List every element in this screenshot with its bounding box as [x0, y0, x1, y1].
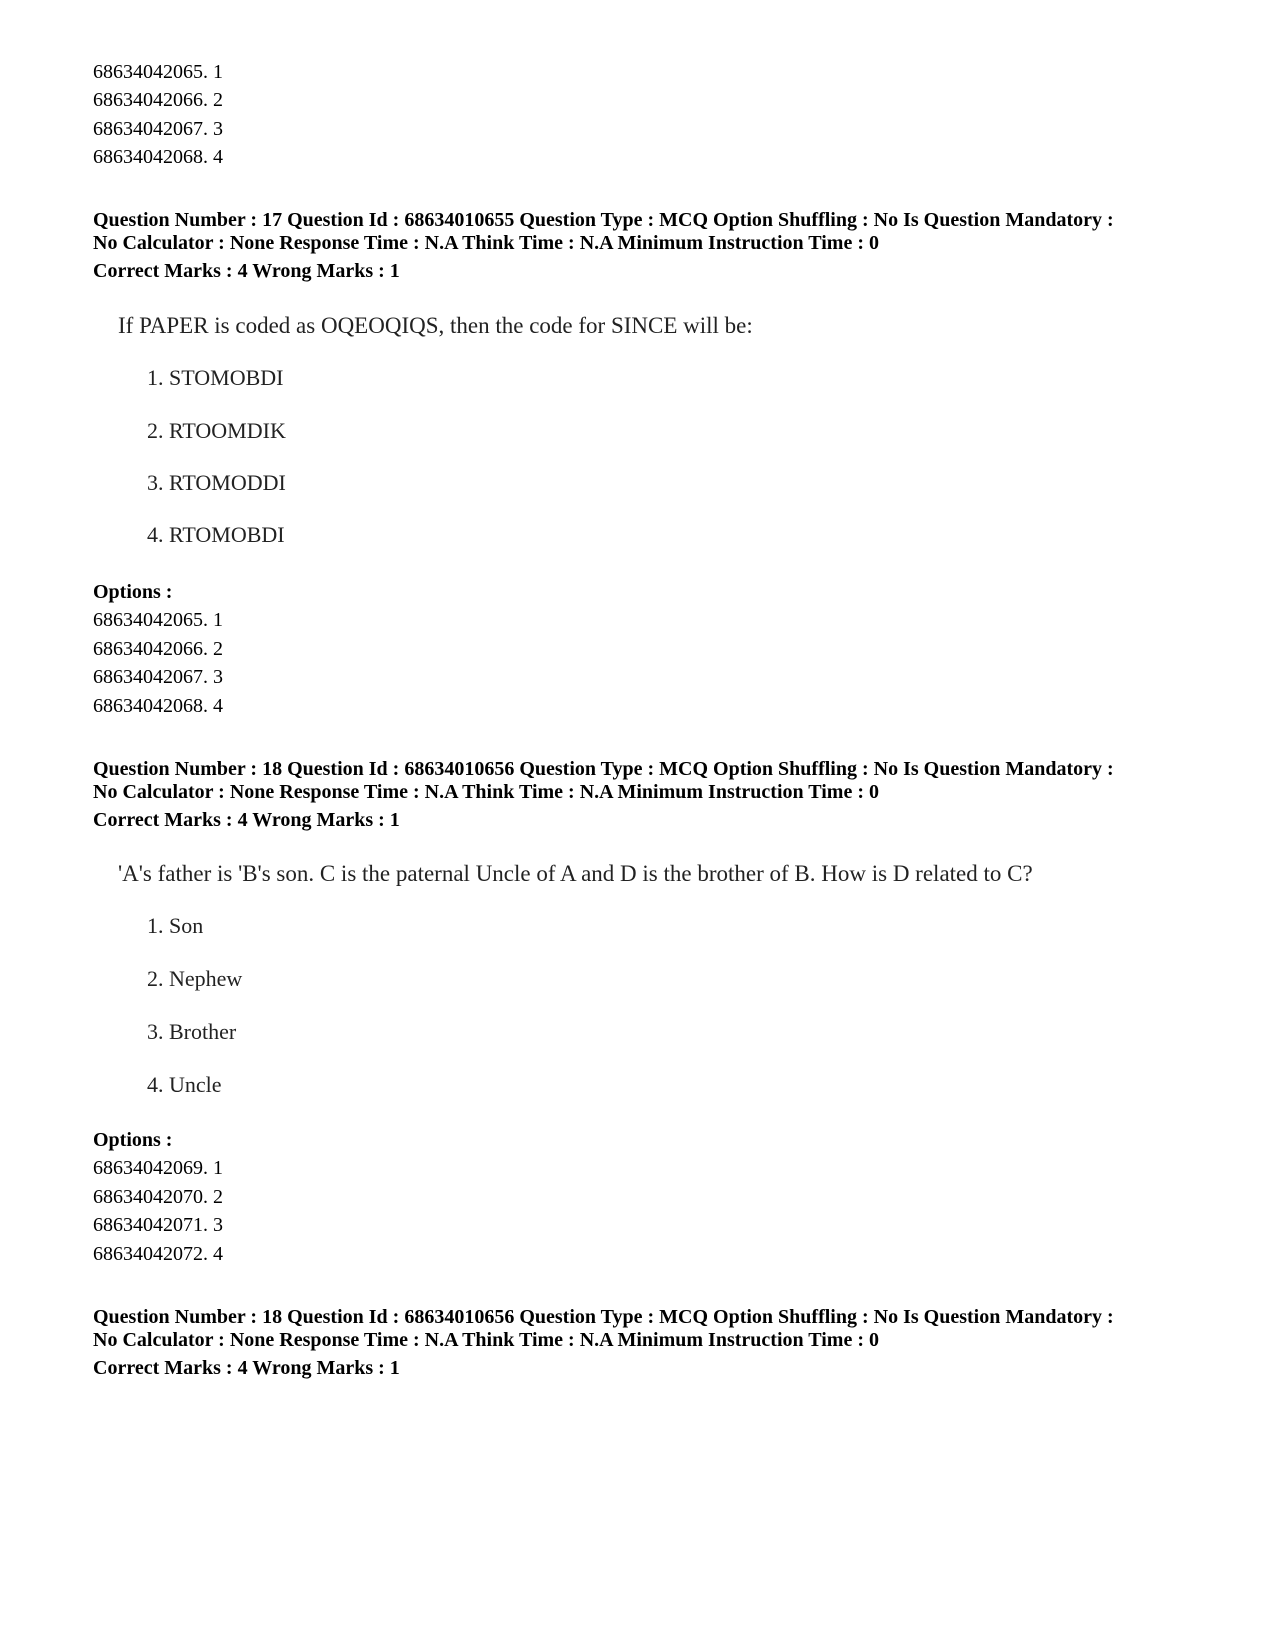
- question-header: No Calculator : None Response Time : N.A Think Time : N.A Minimum Instruction Time : 0: [93, 781, 879, 803]
- option-id-line: 68634042069. 1: [93, 1157, 223, 1179]
- option-id-line: 68634042071. 3: [93, 1214, 223, 1236]
- option-id-line: 68634042067. 3: [93, 666, 223, 688]
- option-id-line: 68634042068. 4: [93, 146, 223, 168]
- option-id-line: 68634042065. 1: [93, 609, 223, 631]
- answer-choice: 4. RTOMOBDI: [147, 522, 285, 547]
- option-id-line: 68634042065. 1: [93, 61, 223, 83]
- question-header: Question Number : 17 Question Id : 68634010655 Question Type : MCQ Option Shuffling : No Is Question Mandatory :: [93, 209, 1114, 231]
- question-marks: Correct Marks : 4 Wrong Marks : 1: [93, 809, 400, 831]
- answer-choice: 2. RTOOMDIK: [147, 418, 286, 443]
- answer-choice: 1. Son: [147, 913, 204, 938]
- answer-choice: 3. Brother: [147, 1019, 237, 1044]
- option-id-line: 68634042072. 4: [93, 1243, 223, 1265]
- answer-choice: 4. Uncle: [147, 1072, 222, 1097]
- options-label: Options :: [93, 581, 173, 603]
- option-id-line: 68634042066. 2: [93, 638, 223, 660]
- question-text: If PAPER is coded as OQEOQIQS, then the code for SINCE will be:: [118, 313, 753, 338]
- option-id-line: 68634042068. 4: [93, 695, 223, 717]
- question-marks: Correct Marks : 4 Wrong Marks : 1: [93, 1357, 400, 1379]
- question-header: Question Number : 18 Question Id : 68634010656 Question Type : MCQ Option Shuffling : No Is Question Mandatory :: [93, 1306, 1114, 1328]
- question-header: Question Number : 18 Question Id : 68634010656 Question Type : MCQ Option Shuffling : No Is Question Mandatory :: [93, 758, 1114, 780]
- option-id-line: 68634042067. 3: [93, 118, 223, 140]
- answer-choice: 2. Nephew: [147, 966, 243, 991]
- answer-choice: 3. RTOMODDI: [147, 470, 286, 495]
- question-text: 'A's father is 'B's son. C is the paternal Uncle of A and D is the brother of B. How is D related to C?: [118, 861, 1033, 886]
- option-id-line: 68634042066. 2: [93, 89, 223, 111]
- question-header: No Calculator : None Response Time : N.A Think Time : N.A Minimum Instruction Time : 0: [93, 232, 879, 254]
- options-label: Options :: [93, 1129, 173, 1151]
- question-header: No Calculator : None Response Time : N.A Think Time : N.A Minimum Instruction Time : 0: [93, 1329, 879, 1351]
- question-marks: Correct Marks : 4 Wrong Marks : 1: [93, 260, 400, 282]
- answer-choice: 1. STOMOBDI: [147, 365, 284, 390]
- option-id-line: 68634042070. 2: [93, 1186, 223, 1208]
